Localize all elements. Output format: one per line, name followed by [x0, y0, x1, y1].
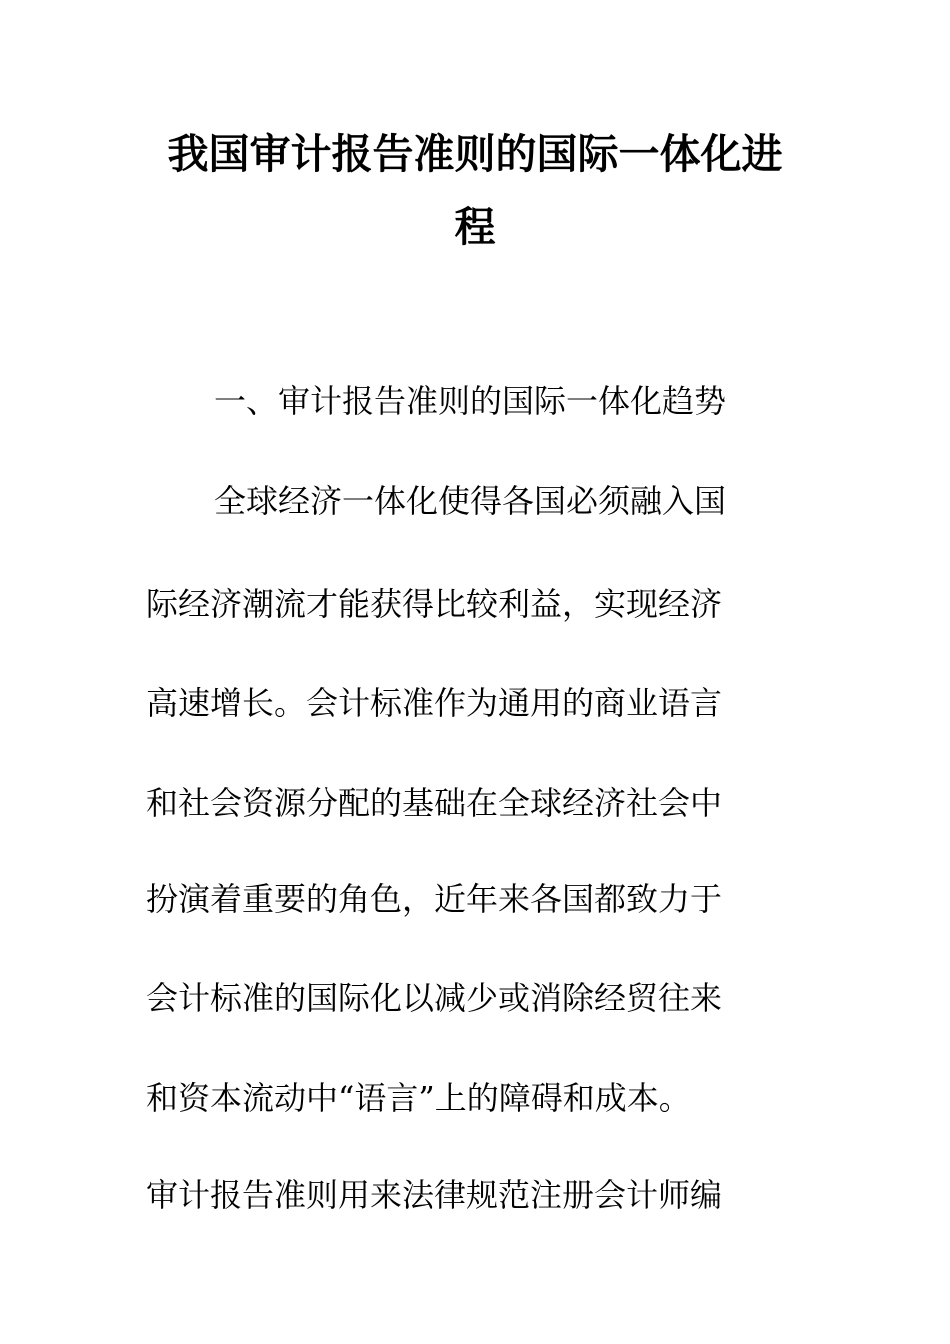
section-heading: 一、审计报告准则的国际一体化趋势	[214, 382, 727, 420]
body-line: 审计报告准则用来法律规范注册会计师编	[146, 1176, 723, 1214]
document-title-line-2: 程	[454, 203, 496, 251]
body-line: 际经济潮流才能获得比较利益，实现经济	[146, 585, 723, 623]
body-line: 全球经济一体化使得各国必须融入国	[214, 482, 727, 520]
body-line: 和社会资源分配的基础在全球经济社会中	[146, 784, 723, 822]
body-line: 会计标准的国际化以减少或消除经贸往来	[146, 979, 723, 1017]
body-line: 和资本流动中“语言”上的障碍和成本。	[146, 1079, 691, 1117]
body-line: 扮演着重要的角色，近年来各国都致力于	[146, 880, 723, 918]
body-line: 高速增长。会计标准作为通用的商业语言	[146, 684, 723, 722]
document-title-line-1: 我国审计报告准则的国际一体化进	[167, 130, 783, 178]
